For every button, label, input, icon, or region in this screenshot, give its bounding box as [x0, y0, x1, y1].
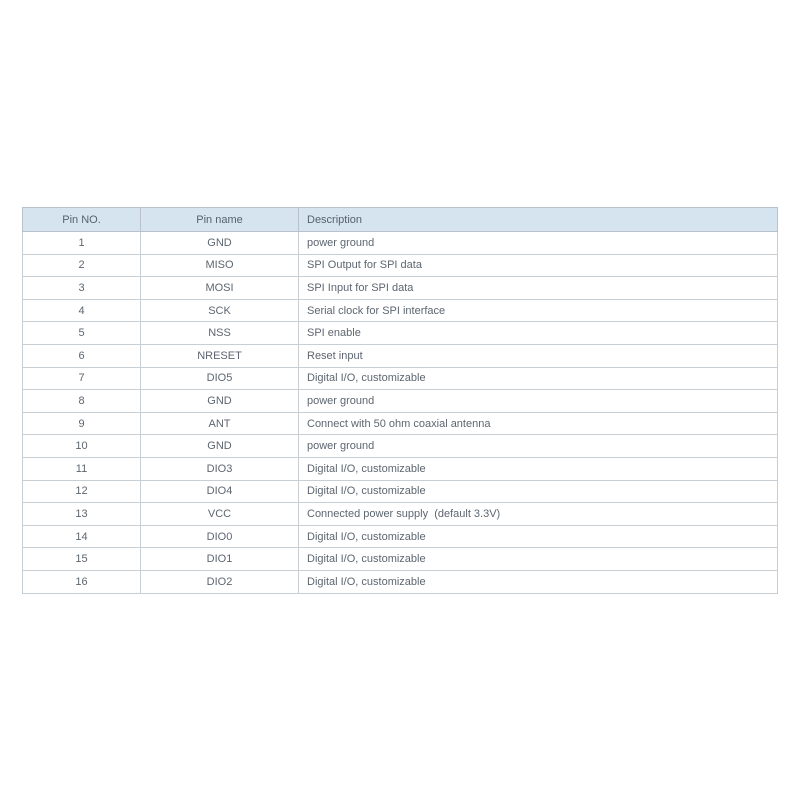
- column-header-pin-no: Pin NO.: [23, 208, 141, 232]
- description-cell: Reset input: [299, 344, 778, 367]
- pin-name-cell: GND: [141, 435, 299, 458]
- table-row: [23, 525, 778, 548]
- pin-no-cell: 4: [23, 299, 141, 322]
- pin-no-cell: 6: [23, 344, 141, 367]
- pin-name-cell: DIO4: [141, 480, 299, 503]
- table-row: [23, 322, 778, 345]
- table-row: [23, 435, 778, 458]
- pin-no-cell: 1: [23, 232, 141, 255]
- table-row: [23, 548, 778, 571]
- pin-no-cell: 5: [23, 322, 141, 345]
- table-row: [23, 367, 778, 390]
- description-cell: Digital I/O, customizable: [299, 367, 778, 390]
- description-cell: Digital I/O, customizable: [299, 570, 778, 593]
- pin-name-cell: MOSI: [141, 277, 299, 300]
- description-cell: SPI Input for SPI data: [299, 277, 778, 300]
- description-cell: Digital I/O, customizable: [299, 457, 778, 480]
- pin-name-cell: DIO5: [141, 367, 299, 390]
- table-row: [23, 457, 778, 480]
- table-row: [23, 232, 778, 255]
- pin-name-cell: VCC: [141, 503, 299, 526]
- description-cell: power ground: [299, 232, 778, 255]
- description-cell: Serial clock for SPI interface: [299, 299, 778, 322]
- pin-no-cell: 12: [23, 480, 141, 503]
- table-row: [23, 480, 778, 503]
- column-header-description: Description: [299, 208, 778, 232]
- description-cell: SPI Output for SPI data: [299, 254, 778, 277]
- pin-no-cell: 15: [23, 548, 141, 571]
- pin-no-cell: 9: [23, 412, 141, 435]
- table-row: [23, 390, 778, 413]
- table-row: [23, 570, 778, 593]
- pin-no-cell: 13: [23, 503, 141, 526]
- table-row: [23, 277, 778, 300]
- table-row: [23, 299, 778, 322]
- description-cell: Digital I/O, customizable: [299, 548, 778, 571]
- description-cell: Connected power supply (default 3.3V): [299, 503, 778, 526]
- pin-name-cell: NRESET: [141, 344, 299, 367]
- table-row: [23, 344, 778, 367]
- pin-name-cell: MISO: [141, 254, 299, 277]
- pin-name-cell: GND: [141, 232, 299, 255]
- pin-description-table: [22, 207, 778, 594]
- pin-name-cell: NSS: [141, 322, 299, 345]
- pin-name-cell: DIO2: [141, 570, 299, 593]
- pin-no-cell: 10: [23, 435, 141, 458]
- pin-no-cell: 14: [23, 525, 141, 548]
- description-cell: Digital I/O, customizable: [299, 480, 778, 503]
- description-cell: Connect with 50 ohm coaxial antenna: [299, 412, 778, 435]
- description-cell: Digital I/O, customizable: [299, 525, 778, 548]
- pin-no-cell: 3: [23, 277, 141, 300]
- pin-no-cell: 2: [23, 254, 141, 277]
- pin-no-cell: 7: [23, 367, 141, 390]
- pin-no-cell: 8: [23, 390, 141, 413]
- pin-name-cell: SCK: [141, 299, 299, 322]
- description-cell: SPI enable: [299, 322, 778, 345]
- pin-name-cell: GND: [141, 390, 299, 413]
- pin-no-cell: 16: [23, 570, 141, 593]
- pin-name-cell: DIO0: [141, 525, 299, 548]
- pin-name-cell: DIO3: [141, 457, 299, 480]
- table-row: [23, 503, 778, 526]
- description-cell: power ground: [299, 390, 778, 413]
- table-row: [23, 412, 778, 435]
- pin-no-cell: 11: [23, 457, 141, 480]
- table-row: [23, 254, 778, 277]
- table-header-row: [23, 208, 778, 232]
- pin-name-cell: DIO1: [141, 548, 299, 571]
- description-cell: power ground: [299, 435, 778, 458]
- pin-name-cell: ANT: [141, 412, 299, 435]
- column-header-pin-name: Pin name: [141, 208, 299, 232]
